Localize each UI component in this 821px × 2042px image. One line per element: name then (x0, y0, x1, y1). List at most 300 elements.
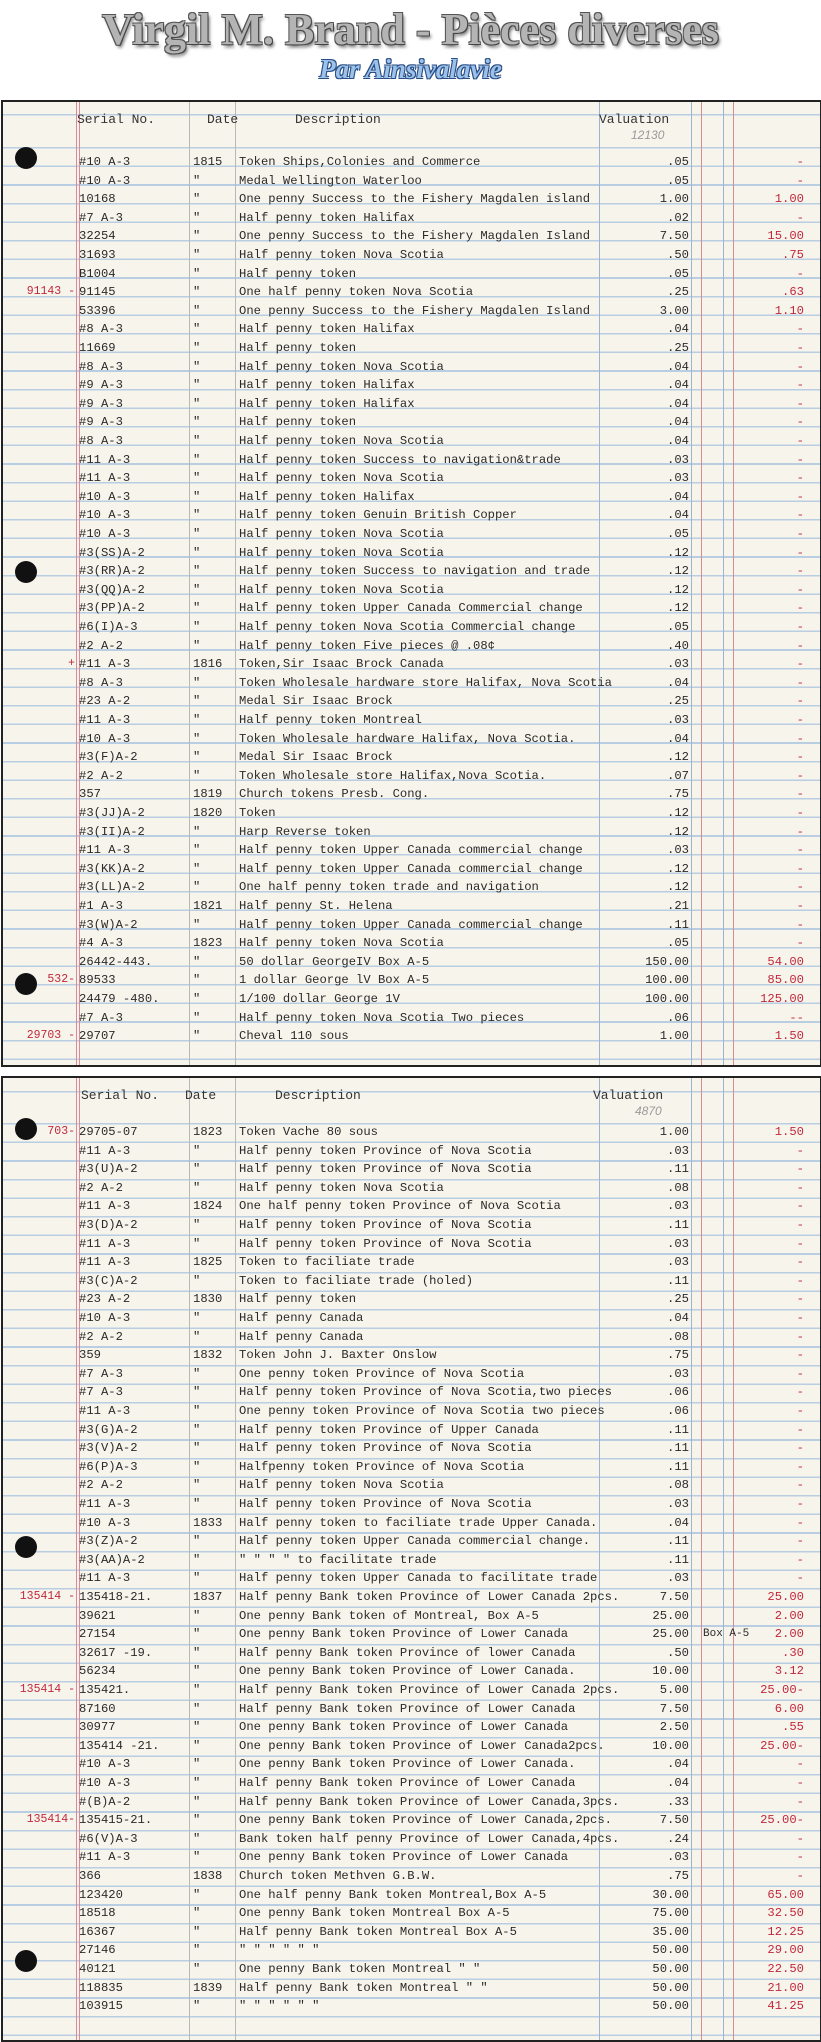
row-description: One penny Bank token Montreal " " (239, 1962, 481, 1976)
serial-no: 30977 (79, 1720, 116, 1735)
row-appraisal: - (796, 843, 804, 858)
serial-no: #7 A-3 (79, 210, 123, 225)
row-valuation: 50.00 (652, 1962, 689, 1976)
serial-no: 11669 (79, 341, 116, 355)
row-valuation: 75.00 (652, 1906, 689, 1921)
serial-no: #3(W)A-2 (79, 917, 138, 932)
row-appraisal: 125.00 (760, 992, 804, 1006)
serial-no: B1004 (79, 266, 116, 281)
row-valuation: .08 (667, 1329, 689, 1344)
row-description: Half penny token Province of Nova Scotia (239, 1162, 532, 1177)
row-appraisal: 21.00 (767, 1980, 804, 1995)
ledger-sheet-1 (1, 100, 821, 1067)
ledger-row (3, 246, 820, 264)
row-valuation: .25 (667, 285, 689, 300)
row-date: " (193, 1143, 201, 1158)
row-description: Half penny token Upper Canada commercial change (239, 917, 583, 932)
row-description: Half penny token Success to navigation and trade (239, 564, 591, 579)
row-date: " (193, 489, 201, 504)
ledger-row (3, 1904, 820, 1922)
serial-no: #3(II)A-2 (79, 824, 145, 839)
row-appraisal: - (796, 489, 804, 504)
row-date: " (193, 1962, 201, 1976)
serial-no: #10 A-3 (79, 489, 131, 504)
row-appraisal: - (796, 1515, 804, 1530)
ledger-row (3, 1774, 820, 1792)
row-appraisal: 1.50 (774, 1125, 804, 1139)
ledger-row (3, 1383, 820, 1401)
row-valuation: 7.50 (659, 229, 689, 244)
row-date: " (193, 1236, 201, 1251)
ledger-row (3, 1755, 820, 1773)
row-description: One penny Bank token Province of Lower Canada. (239, 1664, 576, 1679)
ledger-row (3, 488, 820, 506)
row-date: " (193, 1404, 201, 1418)
row-date: " (193, 843, 201, 858)
row-description: Half penny token Genuin British Copper (239, 508, 517, 523)
serial-no: #10 A-3 (79, 1776, 131, 1790)
row-appraisal: 25.00 (767, 1590, 804, 1604)
row-valuation: .04 (667, 396, 689, 411)
row-valuation: .11 (667, 1441, 689, 1456)
ledger-row (3, 320, 820, 338)
ledger-row (3, 1235, 820, 1253)
row-valuation: 100.00 (645, 992, 689, 1006)
ledger-row (3, 1588, 820, 1606)
row-valuation: .04 (667, 415, 689, 430)
row-description: Half penny Bank token Province of lower Canada (239, 1645, 576, 1660)
ledger-row (3, 990, 820, 1008)
row-date: " (193, 1162, 201, 1177)
row-appraisal: 12.25 (767, 1924, 804, 1939)
row-description: One penny Success to the Fishery Magdalen Island (239, 229, 591, 244)
margin-ref: 135414- (26, 1813, 75, 1827)
header-date: Date (185, 1088, 217, 1103)
row-description: Half penny token Five pieces @ .08¢ (239, 638, 495, 653)
row-appraisal: - (796, 1329, 804, 1344)
row-valuation: .03 (667, 1366, 689, 1381)
margin-ref: 29703 - (26, 1029, 75, 1043)
serial-no: #3(AA)A-2 (79, 1552, 145, 1567)
ledger-row (3, 804, 820, 822)
serial-no: #1 A-3 (79, 899, 123, 913)
serial-no: #11 A-3 (79, 1404, 131, 1418)
ledger-row (3, 897, 820, 915)
ledger-row (3, 1569, 820, 1587)
serial-no: #2 A-2 (79, 638, 123, 653)
row-appraisal: 1.00 (774, 192, 804, 207)
row-appraisal: - (796, 1757, 804, 1772)
row-valuation: .03 (667, 1497, 689, 1511)
row-description: Bank token half penny Province of Lower Canada,4pcs. (239, 1831, 620, 1846)
row-date: " (193, 1273, 201, 1288)
row-valuation: .03 (667, 471, 689, 486)
row-description: Half penny Bank token Province of Lower Canada 2pcs. (239, 1683, 620, 1697)
row-date: " (193, 471, 201, 486)
row-date: " (193, 992, 201, 1006)
ledger-row (3, 1328, 820, 1346)
row-valuation: .06 (667, 1010, 689, 1025)
serial-no: #3(F)A-2 (79, 750, 138, 765)
row-date: " (193, 1813, 201, 1828)
row-appraisal: - (796, 1385, 804, 1400)
row-valuation: .11 (667, 1218, 689, 1232)
row-appraisal: 6.00 (774, 1701, 804, 1716)
row-description: Half penny token Success to navigation&trade (239, 452, 561, 467)
ledger-row (3, 1272, 820, 1290)
row-date: 1823 (193, 936, 223, 951)
row-date: " (193, 1571, 201, 1586)
ledger-row (3, 953, 820, 971)
row-description: 1 dollar George lV Box A-5 (239, 973, 430, 988)
ledger-row (3, 1476, 820, 1494)
row-valuation: .12 (667, 806, 689, 820)
row-description: One penny token Province of Nova Scotia (239, 1366, 525, 1381)
row-appraisal: - (796, 731, 804, 746)
serial-no: #7 A-3 (79, 1385, 123, 1400)
row-appraisal: - (796, 750, 804, 765)
ledger-row (3, 190, 820, 208)
row-date: " (193, 1311, 201, 1325)
row-description: Half penny token Upper Canada commercial change. (239, 1534, 591, 1549)
serial-no: #11 A-3 (79, 1199, 131, 1214)
row-description: Medal Sir Isaac Brock (239, 750, 393, 765)
row-appraisal: .55 (782, 1720, 804, 1735)
row-appraisal: - (796, 806, 804, 820)
row-date: " (193, 1029, 201, 1044)
row-date: " (193, 248, 201, 262)
row-description: Half penny token Halifax (239, 210, 415, 225)
row-description: Church tokens Presb. Cong. (239, 787, 430, 802)
serial-no: #(B)A-2 (79, 1794, 131, 1809)
serial-no: 91145 (79, 285, 116, 300)
ledger-row (3, 469, 820, 487)
ledger-row (3, 1290, 820, 1308)
ledger-row (3, 618, 820, 636)
row-valuation: .03 (667, 1143, 689, 1158)
row-description: Token John J. Baxter Onslow (239, 1348, 437, 1363)
row-appraisal: - (796, 266, 804, 281)
row-date: " (193, 824, 201, 839)
pencil-note: 4870 (635, 1104, 662, 1118)
row-date: 1830 (193, 1292, 223, 1307)
row-appraisal: - (796, 341, 804, 355)
row-date: " (193, 1701, 201, 1716)
row-date: " (193, 434, 201, 448)
row-appraisal: -- (789, 1010, 804, 1025)
serial-no: 359 (79, 1348, 101, 1363)
serial-no: #8 A-3 (79, 322, 123, 337)
row-description: One penny Bank token Province of Lower Canada,2pcs. (239, 1813, 612, 1828)
row-appraisal: 29.00 (767, 1943, 804, 1958)
row-valuation: .03 (667, 1199, 689, 1214)
serial-no: #3(D)A-2 (79, 1218, 138, 1232)
ledger-row (3, 655, 820, 673)
row-appraisal: - (796, 675, 804, 690)
row-valuation: 50.00 (652, 1980, 689, 1995)
row-appraisal: 22.50 (767, 1962, 804, 1976)
ledger-row (3, 1458, 820, 1476)
row-appraisal: - (796, 545, 804, 560)
ledger-row (3, 1495, 820, 1513)
row-date: " (193, 1627, 201, 1642)
serial-no: #2 A-2 (79, 768, 123, 783)
serial-no: 135415-21. (79, 1813, 153, 1828)
row-valuation: .50 (667, 1645, 689, 1660)
row-description: Half penny Bank token Province of Lower Canada (239, 1701, 576, 1716)
row-description: Half penny token Upper Canada to facilitate trade (239, 1571, 598, 1586)
row-appraisal: - (796, 1552, 804, 1567)
row-date: " (193, 1924, 201, 1939)
row-appraisal: - (796, 1478, 804, 1493)
row-date: " (193, 1478, 201, 1493)
row-date: 1838 (193, 1869, 223, 1883)
serial-no: #11 A-3 (79, 1255, 131, 1270)
serial-no: 29705-07 (79, 1125, 138, 1139)
row-appraisal: 25.00- (760, 1738, 804, 1753)
row-date: 1839 (193, 1980, 223, 1995)
row-appraisal: - (796, 936, 804, 951)
ledger-row (3, 1979, 820, 1997)
row-date: " (193, 713, 201, 727)
row-description: Half penny token (239, 341, 357, 355)
row-appraisal: - (796, 1831, 804, 1846)
serial-no: #4 A-3 (79, 936, 123, 951)
row-date: " (193, 1999, 201, 2014)
ledger-row (3, 1402, 820, 1420)
ledger-row (3, 227, 820, 245)
row-appraisal: - (796, 564, 804, 579)
serial-no: #6(P)A-3 (79, 1459, 138, 1474)
row-valuation: .25 (667, 341, 689, 355)
ledger-row (3, 1027, 820, 1045)
serial-no: #10 A-3 (79, 731, 131, 746)
serial-no: 27154 (79, 1627, 116, 1642)
serial-no: #10 A-3 (79, 1757, 131, 1772)
ledger-row (3, 376, 820, 394)
row-date: 1824 (193, 1199, 223, 1214)
row-appraisal: - (796, 917, 804, 932)
serial-no: 39621 (79, 1608, 116, 1623)
row-description: One penny Success to the Fishery Magdalen island (239, 192, 591, 207)
row-date: 1816 (193, 657, 223, 672)
ledger-row (3, 339, 820, 357)
row-description: Half penny token Nova Scotia (239, 936, 444, 951)
row-appraisal: - (796, 359, 804, 374)
row-description: " " " " to facilitate trade (239, 1552, 437, 1567)
ledger-row (3, 1197, 820, 1215)
row-date: " (193, 285, 201, 300)
row-appraisal: - (796, 620, 804, 634)
row-valuation: .11 (667, 1459, 689, 1474)
row-appraisal: - (796, 434, 804, 448)
row-appraisal: 65.00 (767, 1887, 804, 1902)
serial-no: #10 A-3 (79, 173, 131, 188)
row-description: Half penny token (239, 266, 357, 281)
row-description: 1/100 dollar George 1V (239, 992, 400, 1006)
row-date: " (193, 768, 201, 783)
row-date: " (193, 1738, 201, 1753)
serial-no: #3(RR)A-2 (79, 564, 145, 579)
row-valuation: .50 (667, 248, 689, 262)
row-date: " (193, 1683, 201, 1697)
ledger-row (3, 395, 820, 413)
ledger-row (3, 1718, 820, 1736)
ledger-row (3, 711, 820, 729)
serial-no: #8 A-3 (79, 359, 123, 374)
row-valuation: 3.00 (659, 303, 689, 318)
row-valuation: .75 (667, 1348, 689, 1363)
row-description: One half penny token Nova Scotia (239, 285, 474, 300)
row-valuation: .06 (667, 1385, 689, 1400)
row-description: Token (239, 806, 276, 820)
row-valuation: .07 (667, 768, 689, 783)
row-appraisal: - (796, 1180, 804, 1195)
ledger-row (3, 1421, 820, 1439)
header-description: Description (275, 1088, 361, 1103)
row-valuation: .03 (667, 843, 689, 858)
row-description: Half penny Canada (239, 1329, 364, 1344)
row-appraisal: - (796, 452, 804, 467)
row-valuation: .03 (667, 1850, 689, 1865)
row-valuation: 100.00 (645, 973, 689, 988)
row-description: One half penny token Province of Nova Scotia (239, 1199, 561, 1214)
header-serial: Serial No. (77, 112, 156, 127)
row-date: " (193, 582, 201, 597)
row-valuation: .02 (667, 210, 689, 225)
row-date: " (193, 973, 201, 988)
row-valuation: .05 (667, 620, 689, 634)
row-description: One penny Bank token Province of Lower Canada (239, 1627, 569, 1642)
row-date: " (193, 1422, 201, 1437)
row-valuation: 150.00 (645, 954, 689, 969)
row-description: Half penny token Halifax (239, 322, 415, 337)
row-appraisal: 32.50 (767, 1906, 804, 1921)
row-valuation: .11 (667, 917, 689, 932)
row-description: One penny Bank token Province of Lower Canada (239, 1850, 569, 1865)
row-date: " (193, 750, 201, 765)
row-date: " (193, 341, 201, 355)
row-date: " (193, 1943, 201, 1958)
row-appraisal: - (796, 768, 804, 783)
row-appraisal: - (796, 396, 804, 411)
row-appraisal: - (796, 787, 804, 802)
row-appraisal: - (796, 601, 804, 616)
row-date: " (193, 452, 201, 467)
ledger-sheet-2 (1, 1076, 821, 2042)
row-date: " (193, 1180, 201, 1195)
ledger-row (3, 451, 820, 469)
row-description: Half penny Bank token Montreal Box A-5 (239, 1924, 517, 1939)
row-description: Half penny token Nova Scotia (239, 582, 444, 597)
row-appraisal: - (796, 657, 804, 672)
serial-no: 26442-443. (79, 954, 153, 969)
margin-ref: + (68, 657, 75, 671)
row-description: Token Ships,Colonies and Commerce (239, 155, 481, 169)
row-appraisal: - (796, 322, 804, 337)
row-description: Half penny token Province of Upper Canada (239, 1422, 539, 1437)
row-appraisal: - (796, 1199, 804, 1214)
row-appraisal: .63 (782, 285, 804, 300)
row-appraisal: - (796, 861, 804, 876)
row-description: Half penny token Upper Canada commercial change (239, 861, 583, 876)
row-valuation: 30.00 (652, 1887, 689, 1902)
row-date: " (193, 731, 201, 746)
row-description: Token to faciliate trade (holed) (239, 1273, 474, 1288)
serial-no: #11 A-3 (79, 471, 131, 486)
row-description: 50 dollar GeorgeIV Box A-5 (239, 954, 430, 969)
serial-no: 32617 -19. (79, 1645, 153, 1660)
row-appraisal: - (796, 471, 804, 486)
serial-no: #11 A-3 (79, 1850, 131, 1865)
row-date: 1837 (193, 1590, 223, 1604)
row-valuation: .12 (667, 880, 689, 895)
row-appraisal: 1.10 (774, 303, 804, 318)
row-appraisal: - (796, 638, 804, 653)
serial-no: 357 (79, 787, 101, 802)
serial-no: #3(Z)A-2 (79, 1534, 138, 1549)
row-description: Half penny Canada (239, 1311, 364, 1325)
row-valuation: .24 (667, 1831, 689, 1846)
row-description: Half penny St. Helena (239, 899, 393, 913)
row-description: Half penny token (239, 415, 357, 430)
serial-no: #3(KK)A-2 (79, 861, 145, 876)
serial-no: 56234 (79, 1664, 116, 1679)
row-date: 1823 (193, 1125, 223, 1139)
ledger-row (3, 1997, 820, 2015)
ledger-row (3, 283, 820, 301)
row-valuation: .11 (667, 1273, 689, 1288)
row-date: " (193, 1608, 201, 1623)
serial-no: #3(SS)A-2 (79, 545, 145, 560)
row-appraisal: - (796, 1534, 804, 1549)
serial-no: 123420 (79, 1887, 123, 1902)
row-date: " (193, 1720, 201, 1735)
row-valuation: .12 (667, 824, 689, 839)
ledger-row (3, 209, 820, 227)
header-description: Description (295, 112, 381, 127)
ledger-row (3, 1923, 820, 1941)
row-date: " (193, 1887, 201, 1902)
row-date: " (193, 1010, 201, 1025)
row-valuation: .04 (667, 1515, 689, 1530)
row-date: " (193, 861, 201, 876)
row-appraisal: 2.00 (774, 1608, 804, 1623)
row-date: " (193, 1385, 201, 1400)
row-description: " " " " " " (239, 1999, 320, 2014)
row-appraisal: 85.00 (767, 973, 804, 988)
row-appraisal: - (796, 508, 804, 523)
serial-no: #23 A-2 (79, 1292, 131, 1307)
row-description: Half penny token Nova Scotia Two pieces (239, 1010, 525, 1025)
row-appraisal: - (796, 1348, 804, 1363)
row-date: " (193, 675, 201, 690)
row-description: Half penny token to faciliate trade Upper Canada. (239, 1515, 598, 1530)
row-date: " (193, 601, 201, 616)
ledger-row (3, 525, 820, 543)
ledger-row (3, 692, 820, 710)
row-valuation: .75 (667, 787, 689, 802)
row-description: Half penny token Nova Scotia (239, 359, 444, 374)
ledger-row (3, 1607, 820, 1625)
serial-no: #11 A-3 (79, 1143, 131, 1158)
serial-no: #2 A-2 (79, 1180, 123, 1195)
serial-no: 40121 (79, 1962, 116, 1976)
row-description: Half penny Bank token Province of Lower Canada,3pcs. (239, 1794, 620, 1809)
margin-ref: 703- (47, 1125, 75, 1138)
row-date: " (193, 508, 201, 523)
row-appraisal: 15.00 (767, 229, 804, 244)
